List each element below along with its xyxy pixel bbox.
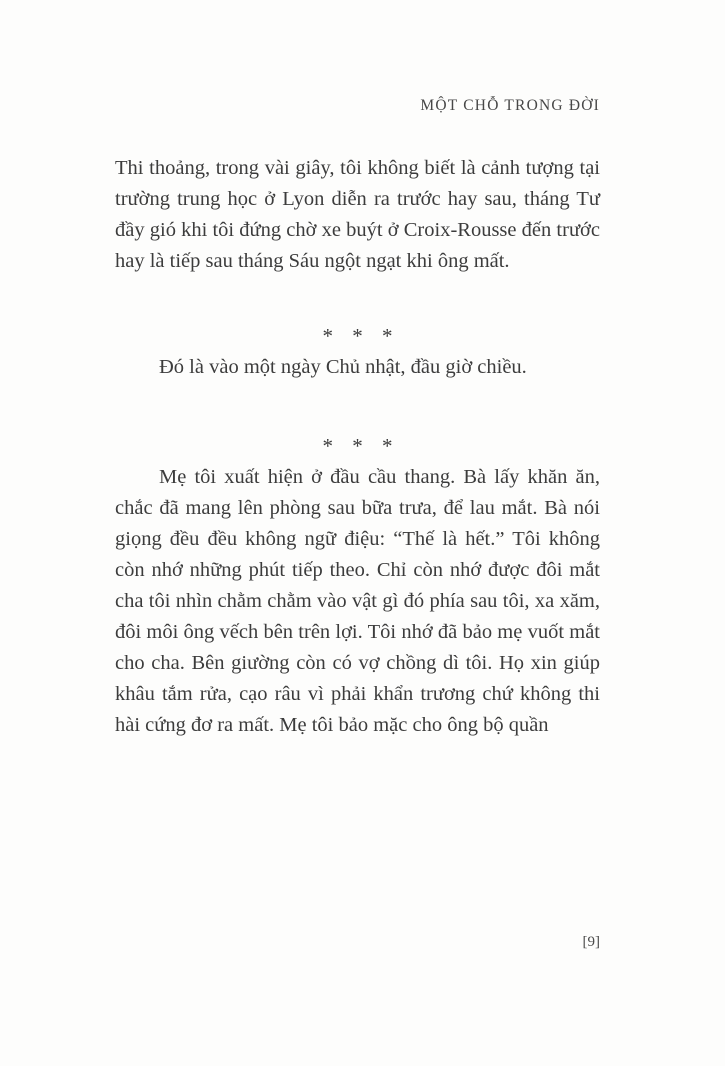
page-text-block [115, 153, 600, 741]
running-header: MỘT CHỖ TRONG ĐỜI [420, 97, 600, 114]
paragraph: Mẹ tôi xuất hiện ở đầu cầu thang. Bà lấy khăn ăn, chắc đã mang lên phòng sau bữa trưa, để lau mắt. Bà nói giọng đều đều không ngữ điệu: “Thế là hết.” Tôi không còn nhớ những phút tiếp theo. Chỉ còn nhớ được đôi mắt cha tôi nhìn chằm chằm vào vật gì đó phía sau tôi, xa xăm, đôi môi ông vếch bên trên lợi. Tôi nhớ đã bảo mẹ vuốt mắt cho cha. Bên giường còn có vợ chồng dì tôi. Họ xin giúp khâu tắm rửa, cạo râu vì phải khẩn trương chứ không thi hài cứng đơ ra mất. Mẹ tôi bảo mặc cho ông bộ quần [115, 466, 600, 736]
page-number: [9] [582, 934, 600, 950]
paragraph: Thi thoảng, trong vài giây, tôi không biết là cảnh tượng tại trường trung học ở Lyon diễn ra trước hay sau, tháng Tư đầy gió khi tôi đứng chờ xe buýt ở Croix-Rousse đến trước hay là tiếp sau tháng Sáu ngột ngạt khi ông mất. [115, 157, 600, 272]
section-separator: * * * [322, 434, 393, 458]
section-separator: * * * [322, 324, 393, 348]
standalone-line: Đó là vào một ngày Chủ nhật, đầu giờ chiều. [159, 356, 527, 378]
